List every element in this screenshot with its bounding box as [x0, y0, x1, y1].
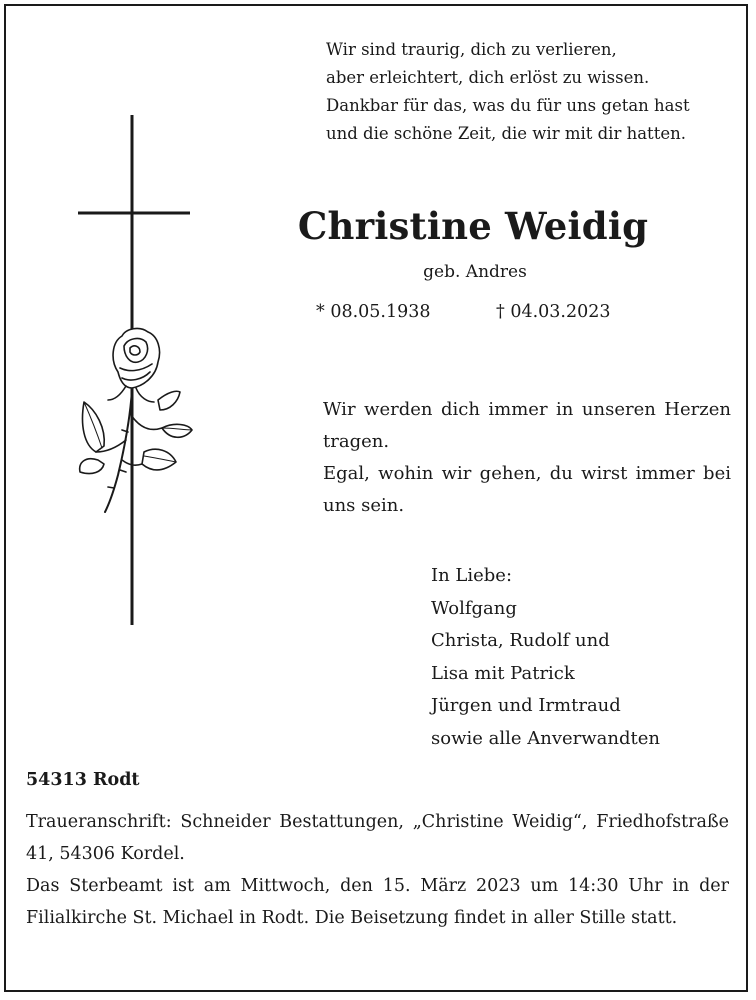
birth-date: * 08.05.1938	[316, 302, 431, 322]
signer-line: sowie alle Anverwandten	[431, 727, 660, 749]
life-dates	[316, 302, 646, 322]
cross-with-rose	[70, 110, 200, 630]
death-date: † 04.03.2023	[496, 302, 611, 322]
poem-line: Wir sind traurig, dich zu verlieren,	[326, 40, 617, 59]
poem-line: Dankbar für das, was du für uns getan hast	[326, 96, 690, 115]
place: 54313 Rodt	[26, 770, 140, 790]
rose-icon	[80, 329, 192, 512]
signer-line: In Liebe:	[431, 565, 513, 586]
signers	[431, 560, 731, 755]
poem-line: und die schöne Zeit, die wir mit dir hatten.	[326, 124, 686, 143]
signer-line: Wolfgang	[431, 597, 517, 619]
funeral-details	[26, 806, 729, 934]
signer-line: Lisa mit Patrick	[431, 662, 575, 684]
signer-line: Jürgen und Irmtraud	[431, 695, 621, 716]
service-info: Das Sterbeamt ist am Mittwoch, den 15. März 2023 um 14:30 Uhr in der Filialkirche St. Michael in Rodt. Die Beisetzung findet in aller Stille statt.	[26, 876, 729, 928]
mourning-address: Traueranschrift: Schneider Bestattungen, „Christine Weidig“, Friedhofstraße 41, 54306 Kordel.	[26, 812, 729, 864]
deceased-name: Christine Weidig	[297, 204, 649, 248]
signer-line: Christa, Rudolf und	[431, 630, 610, 651]
quote-sentence: Wir werden dich immer in unseren Herzen tragen.	[323, 399, 731, 452]
memorial-quote	[323, 394, 731, 522]
poem	[326, 36, 736, 148]
birth-name: geb. Andres	[423, 262, 527, 282]
quote-sentence: Egal, wohin wir gehen, du wirst immer bei uns sein.	[323, 463, 731, 516]
poem-line: aber erleichtert, dich erlöst zu wissen.	[326, 68, 650, 87]
